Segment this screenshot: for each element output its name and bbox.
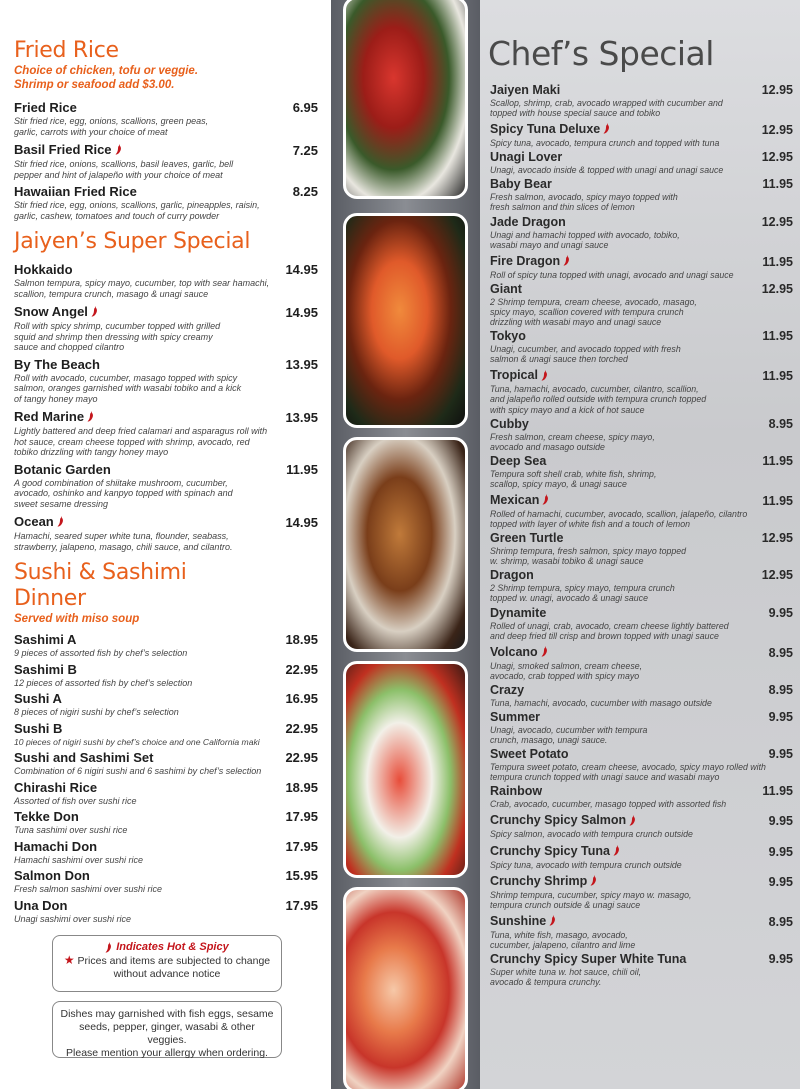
menu-item [490, 329, 793, 364]
chili-pepper-icon [541, 646, 548, 657]
item-price: 9.95 [768, 814, 793, 829]
item-price: 9.95 [768, 874, 793, 889]
item-name: Giant [490, 281, 522, 296]
allergy-line-3: Please mention your allergy when ordering. [66, 1047, 268, 1059]
item-price: 22.95 [285, 750, 318, 765]
sushi-dinner-subtitle: Served with miso soup [14, 613, 140, 625]
item-price: 8.95 [768, 682, 793, 697]
item-name: By The Beach [14, 356, 100, 372]
menu-item [490, 683, 793, 708]
item-name: Tekke Don [14, 809, 79, 824]
menu-item [490, 454, 793, 489]
chili-pepper-icon [91, 306, 98, 317]
menu-item [14, 513, 318, 552]
item-name: Sushi A [14, 691, 62, 706]
item-name: Cubby [490, 416, 529, 431]
item-name: Fried Rice [14, 100, 77, 115]
menu-item [14, 750, 318, 777]
sushi-dinner-title-1: Sushi & Sashimi [14, 560, 187, 585]
item-name: Una Don [14, 897, 68, 913]
menu-item [490, 872, 793, 910]
item-price: 12.95 [761, 83, 793, 97]
menu-item [490, 811, 793, 839]
item-desc: Tuna sashimi over sushi rice [14, 825, 128, 835]
item-desc: Stir fried rice, onions, scallions, basil leaves, garlic, bell pepper and hint of jalapeño with your choice of meat [14, 159, 234, 180]
item-desc: Crab, avocado, cucumber, masago topped with assorted fish [490, 799, 727, 810]
item-desc: Fresh salmon, avocado, spicy mayo topped with fresh salmon and thin slices of lemon [490, 192, 678, 213]
item-price: 18.95 [285, 779, 318, 795]
menu-item [14, 721, 318, 748]
item-desc: Roll with avocado, cucumber, masago topped with spicy salmon, oranges garnished with wasabi tobiko and a kick of tangy honey mayo [14, 372, 242, 404]
item-desc: Rolled of unagi, crab, avocado, cream cheese lightly battered and deep fried till crisp and brown topped with unagi sauce [490, 620, 729, 641]
menu-item [490, 747, 793, 782]
item-price: 12.95 [761, 150, 793, 165]
menu-item [14, 662, 318, 689]
item-price: 12.95 [761, 281, 793, 296]
item-price: 7.25 [292, 143, 318, 158]
item-name: Hokkaido [14, 262, 73, 277]
item-name: Rainbow [490, 784, 543, 799]
item-desc: Shrimp tempura, cucumber, spicy mayo w. masago, tempura crunch outside & unagi sauce [490, 889, 692, 910]
item-name: Botanic Garden [14, 461, 111, 477]
item-name: Tokyo [490, 329, 526, 344]
menu-item [14, 357, 318, 405]
item-price: 12.95 [761, 531, 793, 546]
item-desc: Super white tuna w. hot sauce, chili oil, avocado & tempura crunchy. [490, 967, 642, 988]
item-name: Crunchy Shrimp [490, 873, 588, 888]
item-price: 6.95 [292, 100, 318, 115]
item-desc: 12 pieces of assorted fish by chef’s selection [14, 677, 193, 688]
menu-item [490, 606, 793, 641]
item-price: 8.95 [768, 416, 793, 431]
chili-pepper-icon [105, 942, 112, 953]
menu-item [14, 691, 318, 718]
item-desc: Tuna, hamachi, avocado, cucumber with masago outside [490, 697, 712, 708]
item-name: Fire Dragon [490, 253, 561, 268]
item-desc: Spicy tuna, avocado, tempura crunch and topped with tuna [490, 138, 720, 149]
item-price: 11.95 [762, 453, 793, 468]
item-name: Sushi and Sashimi Set [14, 750, 154, 765]
item-desc: Lightly battered and deep fried calamari and asparagus roll with hot sauce, cream cheese topped with shrimp, avocado, red tobiko drizzling with tangy honey mayo [14, 426, 268, 457]
item-desc: Unagi, cucumber, and avocado topped with fresh salmon & unagi sauce then torched [490, 344, 681, 365]
item-price: 11.95 [762, 784, 793, 799]
item-name: Tropical [490, 368, 538, 383]
menu-item [490, 952, 793, 987]
item-name: Crunchy Spicy Super White Tuna [490, 952, 687, 967]
super-special-title: Jaiyen’s Super Special [14, 229, 251, 254]
chili-pepper-icon [87, 411, 94, 422]
menu-item [490, 282, 793, 327]
item-price: 12.95 [761, 123, 793, 138]
item-desc: Tuna, hamachi, avocado, cucumber, cilantro, scallion, and jalapeño rolled outside with tempura crunch topped with spicy mayo and a kick of hot sauce [490, 384, 707, 415]
menu-item [490, 842, 793, 870]
menu-item [14, 141, 318, 180]
item-name: Sweet Potato [490, 747, 569, 762]
item-price: 17.95 [285, 897, 318, 913]
item-price: 9.95 [768, 747, 793, 762]
sushi-dinner-section [14, 560, 318, 927]
menu-item [14, 632, 318, 659]
item-name: Sushi B [14, 720, 63, 736]
item-desc: Hamachi sashimi over sushi rice [14, 854, 144, 865]
menu-item [490, 568, 793, 603]
item-price: 16.95 [285, 691, 318, 706]
item-desc: A good combination of shiitake mushroom, cucumber, avocado, oshinko and kanpyo topped with spinach and sweet sesame dressing [14, 477, 233, 509]
item-desc: Unagi, smoked salmon, cream cheese, avocado, crab topped with spicy mayo [490, 660, 643, 681]
item-price: 11.95 [762, 177, 793, 192]
legend-box [52, 935, 282, 992]
photo-strip [331, 0, 480, 1089]
item-price: 17.95 [285, 838, 318, 854]
item-desc: Hamachi, seared super white tuna, flounder, seabass, strawberry, jalapeno, masago, chili sauce, and cilantro. [14, 531, 233, 552]
item-desc: Fresh salmon sashimi over sushi rice [14, 884, 163, 894]
menu-item [14, 462, 318, 510]
menu-item [490, 252, 793, 280]
chili-pepper-icon [541, 370, 548, 381]
item-price: 9.95 [768, 605, 793, 620]
item-desc: Spicy salmon, avocado with tempura crunch outside [490, 829, 693, 840]
item-desc: Tempura soft shell crab, white fish, shrimp, scallop, spicy mayo, & unagi sauce [490, 468, 657, 489]
item-desc: 10 pieces of nigiri sushi by chef’s choice and one California maki [14, 736, 260, 747]
item-name: Ocean [14, 514, 54, 529]
item-price: 9.95 [768, 710, 793, 724]
item-desc: Salmon tempura, spicy mayo, cucumber, top with sear hamachi, scallion, tempura crunch, masago & unagi sauce [14, 278, 270, 299]
legend-note-line-2: without advance notice [113, 968, 221, 980]
menu-item [490, 643, 793, 681]
fried-rice-title: Fried Rice [14, 38, 119, 63]
allergy-box [52, 1001, 282, 1058]
menu-item [14, 303, 318, 353]
item-price: 11.95 [286, 461, 318, 477]
item-desc: Shrimp tempura, fresh salmon, spicy mayo topped w. shrimp, wasabi tobiko & unagi sauce [490, 546, 687, 567]
item-desc: Combination of 6 nigiri sushi and 6 sashimi by chef’s selection [14, 766, 262, 776]
item-name: Jaiyen Maki [490, 83, 561, 97]
item-name: Mexican [490, 492, 540, 507]
menu-item [14, 408, 318, 458]
item-desc: Stir fried rice, egg, onions, scallions, green peas, garlic, carrots with your choice of meat [14, 116, 209, 137]
item-price: 11.95 [762, 493, 793, 508]
item-name: Unagi Lover [490, 150, 563, 165]
item-name: Crunchy Spicy Salmon [490, 813, 627, 828]
menu-item [490, 912, 793, 950]
item-name: Basil Fried Rice [14, 142, 112, 157]
menu-item [490, 710, 793, 745]
item-desc: Tuna, white fish, masago, avocado, cucumber, jalapeno, cilantro and lime [490, 929, 636, 950]
chili-pepper-icon [563, 255, 570, 266]
legend-hot-text: Indicates Hot & Spicy [116, 941, 229, 953]
item-desc: Fresh salmon, cream cheese, spicy mayo, avocado and masago outside [490, 431, 655, 452]
item-desc: 8 pieces of nigiri sushi by chef’s selection [14, 707, 179, 717]
item-desc: 9 pieces of assorted fish by chef’s selection [14, 648, 188, 658]
item-name: Hawaiian Fried Rice [14, 184, 137, 199]
item-name: Deep Sea [490, 453, 547, 468]
chili-pepper-icon [629, 815, 636, 826]
item-price: 12.95 [761, 214, 793, 229]
item-price: 11.95 [762, 369, 793, 384]
menu-item [14, 780, 318, 807]
sushi-photo-4 [343, 661, 468, 878]
sushi-photo-2 [343, 213, 468, 428]
sushi-photo-5 [343, 887, 468, 1089]
star-icon: ★ [63, 953, 75, 967]
item-name: Green Turtle [490, 531, 564, 546]
menu-item [14, 898, 318, 925]
menu-item [490, 150, 793, 175]
item-desc: 2 Shrimp tempura, spicy mayo, tempura crunch topped w. unagi, avocado & unagi sauce [490, 583, 675, 604]
item-desc: Rolled of hamachi, cucumber, avocado, scallion, jalapeño, cilantro topped with layer of white fish and a touch of lemon [490, 508, 748, 530]
item-name: Sashimi B [14, 661, 77, 677]
item-price: 11.95 [762, 254, 793, 269]
item-price: 14.95 [285, 305, 318, 320]
item-name: Baby Bear [490, 177, 552, 192]
chili-pepper-icon [613, 845, 620, 856]
item-desc: Roll with spicy shrimp, cucumber topped with grilled squid and shrimp then dressing with spicy creamy sauce and chopped cilantro [14, 321, 221, 352]
item-name: Chirashi Rice [14, 779, 98, 795]
menu-item [490, 417, 793, 452]
item-price: 22.95 [285, 720, 318, 736]
sushi-dinner-title-2: Dinner [14, 586, 86, 611]
item-price: 8.95 [768, 645, 793, 660]
menu-item [14, 839, 318, 866]
item-name: Salmon Don [14, 868, 90, 883]
menu-item [490, 215, 793, 250]
item-desc: Unagi and hamachi topped with avocado, tobiko, wasabi mayo and unagi sauce [490, 229, 680, 250]
item-price: 18.95 [285, 632, 318, 647]
chili-pepper-icon [603, 123, 610, 134]
item-price: 14.95 [285, 515, 318, 530]
chefs-special-title: Chef’s Special [488, 34, 714, 73]
item-name: Snow Angel [14, 304, 88, 319]
item-price: 17.95 [285, 809, 318, 824]
chili-pepper-icon [115, 144, 122, 155]
item-price: 13.95 [285, 410, 318, 425]
item-price: 14.95 [285, 262, 318, 277]
item-desc: Stir fried rice, egg, onions, scallions, garlic, pineapples, raisin, garlic, cashew, tomatoes and touch of curry powder [14, 200, 260, 221]
chili-pepper-icon [57, 516, 64, 527]
item-desc: Spicy tuna, avocado with tempura crunch outside [490, 859, 682, 870]
item-desc: Scallop, shrimp, crab, avocado wrapped with cucumber and topped with house special sauce and tobiko [490, 98, 723, 119]
item-name: Sunshine [490, 913, 547, 928]
sushi-photo-3 [343, 437, 468, 652]
menu-item [14, 809, 318, 836]
item-name: Red Marine [14, 409, 85, 424]
item-price: 9.95 [768, 844, 793, 859]
item-name: Dragon [490, 568, 534, 583]
sushi-photo-1 [343, 0, 468, 199]
item-desc: Assorted of fish over sushi rice [14, 795, 137, 806]
fried-rice-subtitle-2: Shrimp or seafood add $3.00. [14, 79, 175, 91]
menu-item [490, 491, 793, 529]
menu-item [490, 120, 793, 148]
legend-note-line-1: Prices and items are subjected to change [77, 955, 271, 967]
menu-item [14, 262, 318, 299]
allergy-line-2: seeds, pepper, ginger, wasabi & other veggies. [79, 1021, 255, 1046]
item-price: 11.95 [762, 329, 793, 344]
item-desc: Unagi sashimi over sushi rice [14, 913, 132, 924]
item-name: Sashimi A [14, 632, 77, 647]
menu-item [14, 184, 318, 221]
super-special-section [14, 229, 318, 556]
menu-item [490, 177, 793, 212]
menu-item [490, 83, 793, 118]
left-menu-column [0, 0, 330, 1089]
item-price: 12.95 [761, 568, 793, 583]
item-name: Hamachi Don [14, 838, 98, 854]
item-price: 9.95 [768, 952, 793, 967]
chili-pepper-icon [549, 915, 556, 926]
menu-item [14, 100, 318, 137]
item-name: Spicy Tuna Deluxe [490, 122, 601, 137]
menu-item [490, 531, 793, 566]
item-desc: Unagi, avocado inside & topped with unagi and unagi sauce [490, 165, 724, 176]
item-price: 8.25 [292, 184, 318, 199]
menu-item [14, 868, 318, 895]
item-desc: Unagi, avocado, cucumber with tempura crunch, masago, unagi sauce. [490, 725, 648, 746]
item-name: Dynamite [490, 605, 547, 620]
item-price: 13.95 [285, 356, 318, 372]
item-price: 22.95 [285, 661, 318, 677]
chili-pepper-icon [590, 875, 597, 886]
item-desc: Tempura sweet potato, cream cheese, avocado, spicy mayo rolled with tempura crunch topped with unagi sauce and wasabi mayo [490, 762, 766, 783]
item-name: Crunchy Spicy Tuna [490, 843, 610, 858]
menu-item [490, 366, 793, 414]
item-price: 8.95 [768, 914, 793, 929]
item-name: Jade Dragon [490, 214, 566, 229]
menu-item [490, 784, 793, 809]
allergy-line-1: Dishes may garnished with fish eggs, sesame [60, 1008, 274, 1020]
chefs-special-list [490, 83, 793, 989]
fried-rice-subtitle-1: Choice of chicken, tofu or veggie. [14, 65, 199, 77]
item-name: Summer [490, 710, 541, 724]
item-desc: 2 Shrimp tempura, cream cheese, avocado, masago, spicy mayo, scallion covered with tempura crunch drizzling with wasabi mayo and unagi sauce [490, 296, 697, 328]
item-name: Crazy [490, 682, 525, 697]
item-name: Volcano [490, 644, 538, 659]
chili-pepper-icon [542, 494, 549, 505]
item-desc: Roll of spicy tuna topped with unagi, avocado and unagi sauce [490, 269, 734, 280]
item-price: 15.95 [285, 868, 318, 883]
fried-rice-section [14, 38, 318, 225]
